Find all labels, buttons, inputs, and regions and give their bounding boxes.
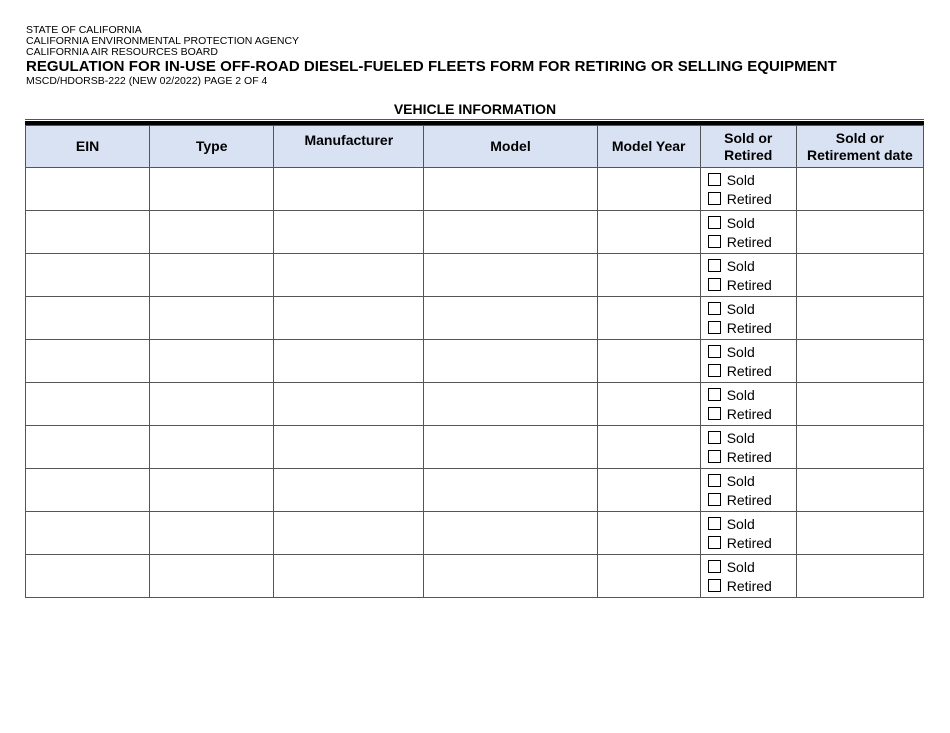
sold-label: Sold: [726, 515, 755, 532]
retired-label: Retired: [726, 405, 772, 422]
table-row: [26, 555, 924, 598]
model-year-field[interactable]: [597, 254, 700, 297]
column-header-model-year: Model Year: [597, 126, 700, 168]
sold-checkbox[interactable]: [708, 431, 721, 444]
sold-checkbox[interactable]: [708, 560, 721, 573]
column-header-sold-or-retired: Sold or Retired: [700, 126, 796, 168]
type-field[interactable]: [150, 555, 274, 598]
retired-label: Retired: [726, 448, 772, 465]
retired-checkbox[interactable]: [708, 321, 721, 334]
model-year-field[interactable]: [597, 512, 700, 555]
column-header-manufacturer: Manufacturer: [274, 126, 424, 168]
column-header-ein: EIN: [26, 126, 150, 168]
retired-option[interactable]: [708, 447, 796, 466]
manufacturer-field[interactable]: [274, 297, 424, 340]
model-field[interactable]: [424, 469, 597, 512]
table-top-rule: [25, 119, 924, 120]
retired-option[interactable]: [708, 275, 796, 294]
retired-option[interactable]: [708, 361, 796, 380]
sold-label: Sold: [726, 472, 755, 489]
form-number: MSCD/HDORSB-222 (NEW 02/2022) PAGE 2 OF 4: [26, 75, 268, 87]
sold-checkbox[interactable]: [708, 302, 721, 315]
type-field[interactable]: [150, 297, 274, 340]
model-year-field[interactable]: [597, 340, 700, 383]
sold-or-retired-cell: [700, 512, 796, 555]
model-field[interactable]: [424, 254, 597, 297]
retired-checkbox[interactable]: [708, 192, 721, 205]
manufacturer-field[interactable]: [274, 211, 424, 254]
model-year-field[interactable]: [597, 426, 700, 469]
column-header-date: Sold or Retirement date: [796, 126, 923, 168]
retired-checkbox[interactable]: [708, 364, 721, 377]
sold-or-retired-cell: [700, 168, 796, 211]
table-row: [26, 297, 924, 340]
sold-option[interactable]: [708, 557, 796, 576]
manufacturer-field[interactable]: [274, 383, 424, 426]
retired-label: Retired: [726, 577, 772, 594]
ein-field[interactable]: [26, 512, 150, 555]
sold-checkbox[interactable]: [708, 474, 721, 487]
sold-label: Sold: [726, 343, 755, 360]
retired-checkbox[interactable]: [708, 235, 721, 248]
ein-field[interactable]: [26, 383, 150, 426]
retired-label: Retired: [726, 233, 772, 250]
retired-label: Retired: [726, 276, 772, 293]
manufacturer-field[interactable]: [274, 340, 424, 383]
model-field[interactable]: [424, 211, 597, 254]
form-header: [26, 25, 837, 87]
sold-option[interactable]: [708, 471, 796, 490]
sold-or-retired-cell: [700, 297, 796, 340]
retired-option[interactable]: [708, 189, 796, 208]
model-year-field[interactable]: [597, 469, 700, 512]
table-row: [26, 211, 924, 254]
type-field[interactable]: [150, 211, 274, 254]
retired-checkbox[interactable]: [708, 493, 721, 506]
retired-label: Retired: [726, 534, 772, 551]
section-title: VEHICLE INFORMATION: [393, 101, 557, 117]
sold-or-retired-cell: [700, 426, 796, 469]
model-field[interactable]: [424, 383, 597, 426]
sold-option[interactable]: [708, 385, 796, 404]
sold-checkbox[interactable]: [708, 517, 721, 530]
sold-option[interactable]: [708, 256, 796, 275]
retired-option[interactable]: [708, 576, 796, 595]
sold-or-retired-cell: [700, 555, 796, 598]
form-title: REGULATION FOR IN-USE OFF-ROAD DIESEL-FUELED FLEETS FORM FOR RETIRING OR SELLING EQUIPMENT: [26, 58, 837, 75]
sold-or-retired-cell: [700, 211, 796, 254]
table-row: [26, 168, 924, 211]
sold-or-retired-cell: [700, 383, 796, 426]
type-field[interactable]: [150, 254, 274, 297]
retired-checkbox[interactable]: [708, 278, 721, 291]
model-field[interactable]: [424, 340, 597, 383]
sold-label: Sold: [726, 386, 755, 403]
agency-line-calepa: CALIFORNIA ENVIRONMENTAL PROTECTION AGENCY: [26, 35, 300, 47]
sold-option[interactable]: [708, 342, 796, 361]
retired-option[interactable]: [708, 404, 796, 423]
sold-label: Sold: [726, 300, 755, 317]
ein-field[interactable]: [26, 340, 150, 383]
manufacturer-field[interactable]: [274, 555, 424, 598]
ein-field[interactable]: [26, 211, 150, 254]
sold-or-retirement-date-field[interactable]: [796, 254, 923, 297]
sold-or-retirement-date-field[interactable]: [796, 340, 923, 383]
sold-or-retirement-date-field[interactable]: [796, 383, 923, 426]
sold-or-retirement-date-field[interactable]: [796, 168, 923, 211]
sold-checkbox[interactable]: [708, 388, 721, 401]
ein-field[interactable]: [26, 469, 150, 512]
manufacturer-field[interactable]: [274, 469, 424, 512]
sold-option[interactable]: [708, 514, 796, 533]
retired-checkbox[interactable]: [708, 407, 721, 420]
type-field[interactable]: [150, 512, 274, 555]
model-year-field[interactable]: [597, 211, 700, 254]
sold-or-retired-cell: [700, 340, 796, 383]
sold-or-retirement-date-field[interactable]: [796, 469, 923, 512]
manufacturer-field[interactable]: [274, 168, 424, 211]
sold-label: Sold: [726, 429, 755, 446]
manufacturer-field[interactable]: [274, 254, 424, 297]
sold-or-retired-cell: [700, 469, 796, 512]
model-year-field[interactable]: [597, 297, 700, 340]
sold-or-retirement-date-field[interactable]: [796, 555, 923, 598]
sold-label: Sold: [726, 257, 755, 274]
retired-option[interactable]: [708, 232, 796, 251]
sold-or-retirement-date-field[interactable]: [796, 211, 923, 254]
retired-label: Retired: [726, 319, 772, 336]
sold-option[interactable]: [708, 170, 796, 189]
type-field[interactable]: [150, 469, 274, 512]
sold-or-retirement-date-field[interactable]: [796, 426, 923, 469]
model-field[interactable]: [424, 512, 597, 555]
retired-label: Retired: [726, 190, 772, 207]
ein-field[interactable]: [26, 254, 150, 297]
model-field[interactable]: [424, 426, 597, 469]
table-row: [26, 254, 924, 297]
type-field[interactable]: [150, 168, 274, 211]
column-header-type: Type: [150, 126, 274, 168]
retired-label: Retired: [726, 362, 772, 379]
table-row: [26, 426, 924, 469]
type-field[interactable]: [150, 426, 274, 469]
manufacturer-field[interactable]: [274, 512, 424, 555]
agency-line-carb: CALIFORNIA AIR RESOURCES BOARD: [26, 46, 218, 58]
table-row: [26, 512, 924, 555]
sold-option[interactable]: [708, 428, 796, 447]
model-year-field[interactable]: [597, 168, 700, 211]
sold-checkbox[interactable]: [708, 259, 721, 272]
ein-field[interactable]: [26, 168, 150, 211]
model-field[interactable]: [424, 555, 597, 598]
table-header-row: [26, 126, 924, 168]
sold-checkbox[interactable]: [708, 216, 721, 229]
retired-option[interactable]: [708, 533, 796, 552]
manufacturer-field[interactable]: [274, 426, 424, 469]
type-field[interactable]: [150, 383, 274, 426]
model-year-field[interactable]: [597, 555, 700, 598]
retired-option[interactable]: [708, 318, 796, 337]
model-field[interactable]: [424, 297, 597, 340]
table-row: [26, 383, 924, 426]
agency-line-state: STATE OF CALIFORNIA: [26, 24, 142, 36]
retired-checkbox[interactable]: [708, 450, 721, 463]
ein-field[interactable]: [26, 426, 150, 469]
retired-label: Retired: [726, 491, 772, 508]
sold-option[interactable]: [708, 213, 796, 232]
ein-field[interactable]: [26, 297, 150, 340]
model-year-field[interactable]: [597, 383, 700, 426]
retired-option[interactable]: [708, 490, 796, 509]
retired-checkbox[interactable]: [708, 579, 721, 592]
table-row: [26, 340, 924, 383]
sold-option[interactable]: [708, 299, 796, 318]
model-field[interactable]: [424, 168, 597, 211]
sold-label: Sold: [726, 171, 755, 188]
sold-label: Sold: [726, 558, 755, 575]
retired-checkbox[interactable]: [708, 536, 721, 549]
sold-label: Sold: [726, 214, 755, 231]
sold-checkbox[interactable]: [708, 345, 721, 358]
sold-checkbox[interactable]: [708, 173, 721, 186]
sold-or-retirement-date-field[interactable]: [796, 297, 923, 340]
vehicle-information-table: [25, 119, 924, 598]
sold-or-retirement-date-field[interactable]: [796, 512, 923, 555]
sold-or-retired-cell: [700, 254, 796, 297]
ein-field[interactable]: [26, 555, 150, 598]
type-field[interactable]: [150, 340, 274, 383]
table-row: [26, 469, 924, 512]
column-header-model: Model: [424, 126, 597, 168]
